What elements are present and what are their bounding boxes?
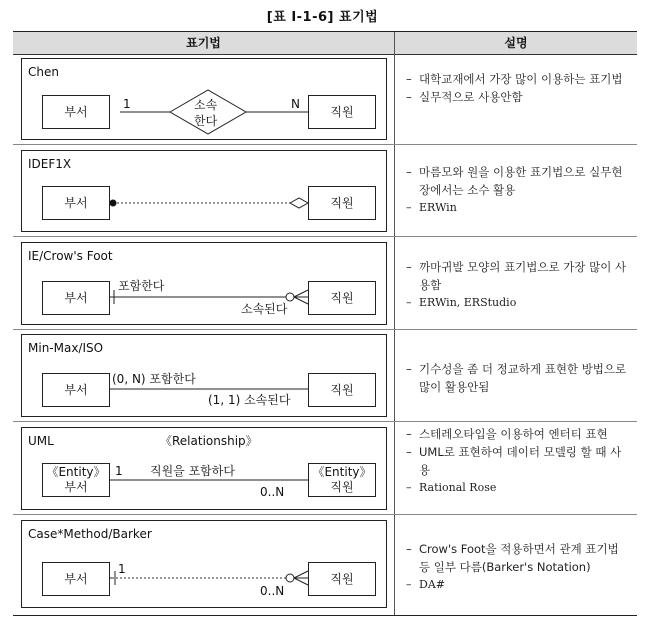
desc-item: Rational Rose [419,481,497,494]
column-divider [394,54,395,615]
notation-name: IDEF1X [28,157,72,171]
entity-name: 부서 [64,480,88,494]
header-description: 설명 [395,32,637,55]
cardinality-right: N [291,97,300,111]
description-minmax: – 기수성을 좀 더 정교하게 표현한 방법으로 많이 활용안됨 [406,362,627,394]
entity-department: 부서 [42,186,110,220]
relationship-label-bottom: 소속된다 [241,302,288,316]
cardinality-left: 1 [118,562,126,576]
idef1x-diagram [21,150,387,232]
entity-department: 부서 [42,281,110,315]
relationship-label-line2: 한다 [194,114,218,128]
row-divider [13,329,637,330]
crowsfoot-diagram [21,242,387,325]
row-divider [13,421,637,422]
notation-name: Case*Method/Barker [28,527,152,541]
desc-item: Crow's Foot을 적용하면서 관계 표기법 등 일부 다름(Barker's Notation) [419,542,619,574]
minmax-diagram [21,334,387,417]
notation-name: Min-Max/ISO [28,341,104,355]
description-idef1x: – 마름모와 원을 이용한 표기법으로 실무현장에서는 소수 활용 – ERWin [406,165,623,214]
desc-item: 대학교재에서 가장 많이 이용하는 표기법 [419,72,623,86]
table-caption: [표 Ⅰ-1-6] 표기법 [266,10,379,25]
relationship-label-top: (0, N) 포함한다 [112,372,196,386]
filled-dot-icon [110,200,117,207]
row-divider [13,236,637,237]
notation-table [13,31,637,616]
entity-employee: 직원 [308,186,376,220]
entity-employee: 직원 [308,281,376,315]
entity-department: 부서 [42,562,110,596]
entity-stereotype: 《Entity》 [312,465,372,479]
entity-employee: 직원 [308,95,376,129]
notation-name: IE/Crow's Foot [28,249,113,263]
entity-department: 부서 [42,373,110,407]
cardinality-right: 0..N [260,485,285,499]
desc-item: 스테레오타입을 이용하여 엔터티 표현 [419,427,608,441]
notation-name: Chen [28,65,59,79]
cardinality-left: 1 [115,464,123,478]
uml-diagram [21,427,387,510]
chen-diagram [21,58,387,140]
entity-employee: 직원 [308,373,376,407]
entity-employee [308,463,376,497]
desc-item: 기수성을 좀 더 정교하게 표현한 방법으로 많이 활용안됨 [419,362,627,394]
relationship-label-line1: 소속 [194,98,218,112]
relationship-label-bottom: (1, 1) 소속된다 [208,393,291,407]
desc-item: ERWin [419,201,457,214]
entity-employee: 직원 [308,562,376,596]
barker-diagram [21,520,387,608]
entity-name: 직원 [330,480,354,494]
desc-item: 실무적으로 사용안함 [419,90,523,104]
entity-stereotype: 《Entity》 [46,465,106,479]
relationship-label-top: 포함한다 [118,279,165,293]
relationship-label-top: 직원을 포함하다 [150,464,235,478]
desc-item: 까마귀발 모양의 표기법으로 가장 많이 사용함 [419,260,627,292]
desc-item: 마름모와 원을 이용한 표기법으로 실무현장에서는 소수 활용 [419,165,623,197]
cardinality-right: 0..N [260,584,285,598]
desc-item: UML로 표현하여 데이터 모델링 할 때 사용 [419,445,622,477]
row-divider [13,144,637,145]
header-notation: 표기법 [13,32,395,55]
entity-department [42,463,110,497]
cardinality-left: 1 [123,97,131,111]
description-barker: – Crow's Foot을 적용하면서 관계 표기법 등 일부 다름(Barker's Notation) – DA# [406,542,619,591]
desc-item: DA# [419,578,445,591]
notation-name: UML [28,434,54,448]
description-chen: – 대학교재에서 가장 많이 이용하는 표기법 – 실무적으로 사용안함 [406,72,623,104]
description-crowsfoot: – 까마귀발 모양의 표기법으로 가장 많이 사용함 – ERWin, ERStudio [406,260,627,309]
desc-item: ERWin, ERStudio [419,296,517,309]
row-divider [13,514,637,515]
entity-department: 부서 [42,95,110,129]
stereotype-label: 《Relationship》 [160,434,258,448]
open-diamond-icon [290,198,308,208]
description-uml: – 스테레오타입을 이용하여 엔터티 표현 – UML로 표현하여 데이터 모델링 할 때 사용 – Rational Rose [406,427,622,494]
